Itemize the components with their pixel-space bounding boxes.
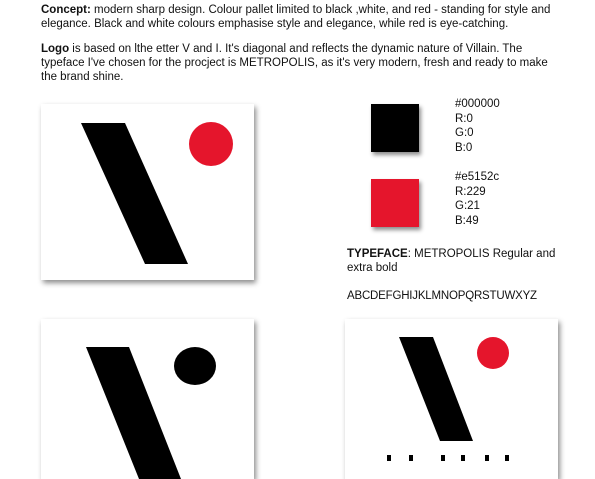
wordmark-fragment	[461, 455, 465, 461]
rgb-g-value: G:21	[455, 200, 480, 212]
wordmark-fragment	[505, 455, 509, 461]
wordmark-fragment	[387, 455, 391, 461]
logo-diagonal-bar	[399, 337, 473, 441]
concept-label: Concept:	[41, 4, 91, 16]
rgb-b-value: B:0	[455, 141, 473, 154]
wordmark-fragment	[441, 455, 445, 461]
logo-dot	[477, 337, 509, 369]
rgb-r-value: R:229	[455, 185, 486, 198]
wordmark-fragment	[485, 455, 489, 461]
villain-logo-mark	[345, 319, 558, 479]
logo-description-text: is based on lthe etter V and I. It's diagonal and reflects the dynamic nature of Villain. The typeface I've chosen for the procject is METROPOLIS, as it's very modern, fresh and ready to make the brand shine.	[41, 43, 548, 83]
logo-description-paragraph	[41, 42, 561, 84]
typeface-alphabet: ABCDEFGHIJKLMNOPQRSTUWXYZ	[347, 290, 537, 302]
hex-code: #e5152c	[455, 171, 500, 183]
logo-card-primary	[41, 104, 254, 280]
logo-dot	[189, 122, 233, 166]
logo-card-with-wordmark	[345, 319, 558, 479]
rgb-g-value: G:0	[455, 127, 474, 139]
logo-diagonal-bar	[81, 123, 188, 264]
villain-logo-mark	[41, 104, 254, 280]
typeface-label: TYPEFACE	[347, 248, 408, 260]
concept-text: modern sharp design. Colour pallet limited to black ,white, and red - standing for style and elegance. Black and white colours emphasise style and elegance, while red is eye-catching.	[41, 4, 551, 30]
concept-paragraph	[41, 3, 561, 31]
logo-diagonal-bar	[86, 347, 181, 479]
typeface-value: : METROPOLIS Regular and extra bold	[347, 248, 556, 274]
color-swatch-black	[371, 104, 419, 152]
color-codes-red	[455, 170, 499, 228]
wordmark-fragment	[409, 455, 413, 461]
rgb-r-value: R:0	[455, 112, 473, 125]
color-codes-black	[455, 97, 500, 155]
logo-dot	[174, 347, 216, 385]
logo-label: Logo	[41, 43, 70, 55]
color-swatch-red	[371, 179, 419, 227]
logo-card-black-dot	[41, 319, 254, 479]
typeface-info	[347, 247, 562, 275]
villain-logo-mark	[41, 319, 254, 479]
hex-code: #000000	[455, 98, 500, 110]
rgb-b-value: B:49	[455, 214, 479, 227]
